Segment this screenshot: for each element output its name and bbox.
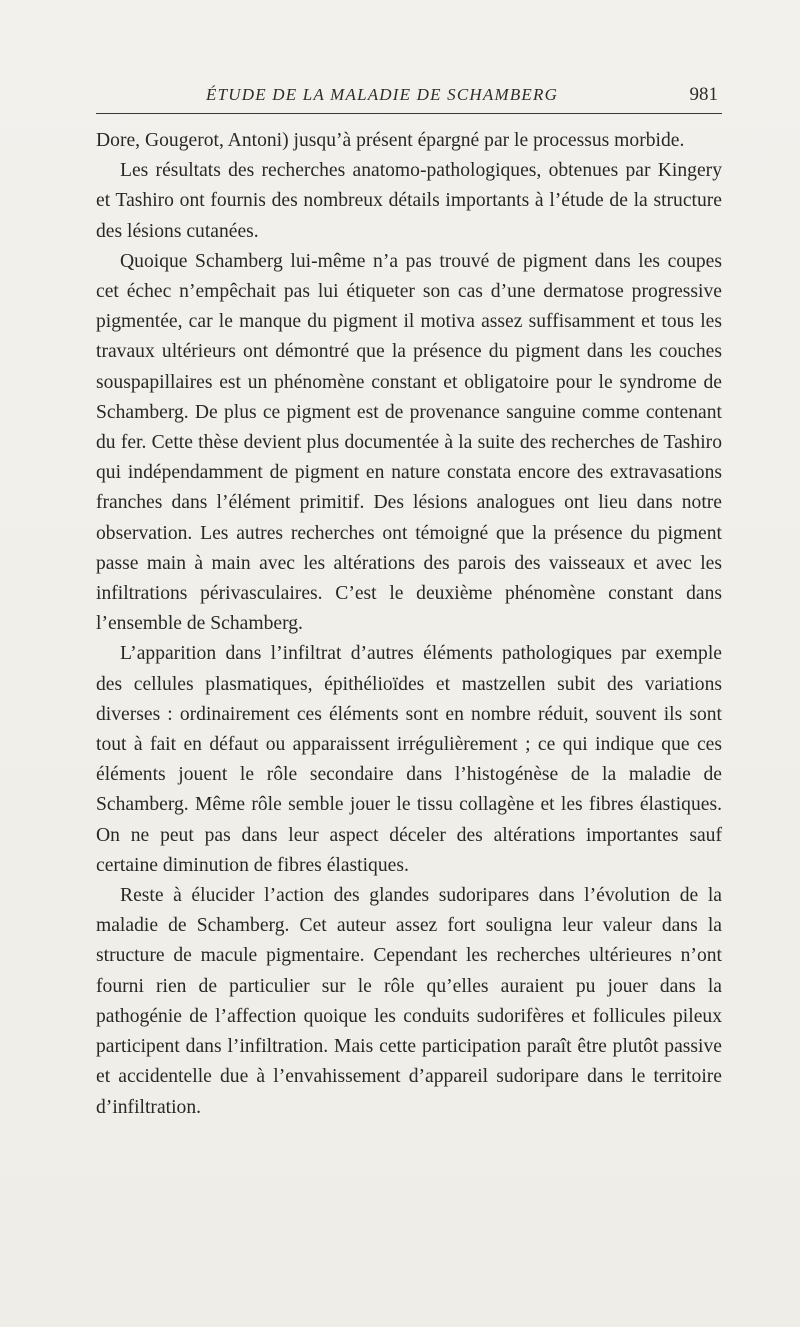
paragraph-infiltrate: L’apparition dans l’infiltrat d’autres éléments pathologiques par exemple des cellules plasmatiques, épithélioïdes et mastzellen subit des variations diverses : ordinairement ces éléments sont en nombre réduit, souvent ils sont tout à fait en défaut ou apparaissent irrégulièrement ; ce qui indique que ces éléments jouent le rôle secondaire dans l’histogénèse de la maladie de Schamberg. Même rôle semble jouer le tissu collagène et les fibres élastiques. On ne peut pas dans leur aspect déceler des altérations importantes sauf certaine diminution de fibres élastiques.	[96, 643, 722, 876]
running-title: ÉTUDE DE LA MALADIE DE SCHAMBERG	[206, 85, 559, 104]
running-header	[96, 79, 722, 114]
body-text	[96, 126, 722, 1123]
paragraph-sweat-glands: Reste à élucider l’action des glandes sudoripares dans l’évolution de la maladie de Schamberg. Cet auteur assez fort souligna leur valeur dans la structure de macule pigmentaire. Cependant les recherches ultérieures n’ont fourni rien de particulier sur le rôle qu’elles auraient pu jouer dans la pathogénie de l’affection quoique les conduits sudorifères et follicules pileux participent dans l’infiltration. Mais cette participation paraît être plutôt passive et accidentelle due à l’envahissement d’appareil sudoripare dans le territoire d’infiltration.	[96, 885, 722, 1118]
paragraph-pigment: Quoique Schamberg lui-même n’a pas trouvé de pigment dans les coupes cet échec n’empêchait pas lui étiqueter son cas d’une dermatose progressive pigmentée, car le manque du pigment il motiva assez suffisamment et tous les travaux ultérieurs ont démontré que la présence du pigment dans les couches souspapillaires est un phénomène constant et obligatoire pour le syndrome de Schamberg. De plus ce pigment est de provenance sanguine comme contenant du fer. Cette thèse devient plus documentée à la suite des recherches de Tashiro qui indépendamment de pigment en nature constata encore des extravasations franches dans l’élément primitif. Des lésions analogues ont lieu dans notre observation. Les autres recherches ont témoigné que la présence du pigment passe main à main avec les altérations des parois des vaisseaux et avec les infiltrations périvasculaires. C’est le deuxième phénomène constant dans l’ensemble de Schamberg.	[96, 250, 722, 635]
page-number: 981	[689, 84, 718, 105]
paragraph-anatomo-pathology: Les résultats des recherches anatomo-pathologiques, obtenues par Kingery et Tashiro ont fournis des nombreux détails importants à l’étude de la structure des lésions cutanées.	[96, 160, 722, 242]
paragraph-continuation: Dore, Gougerot, Antoni) jusqu’à présent épargné par le processus morbide.	[96, 130, 685, 151]
